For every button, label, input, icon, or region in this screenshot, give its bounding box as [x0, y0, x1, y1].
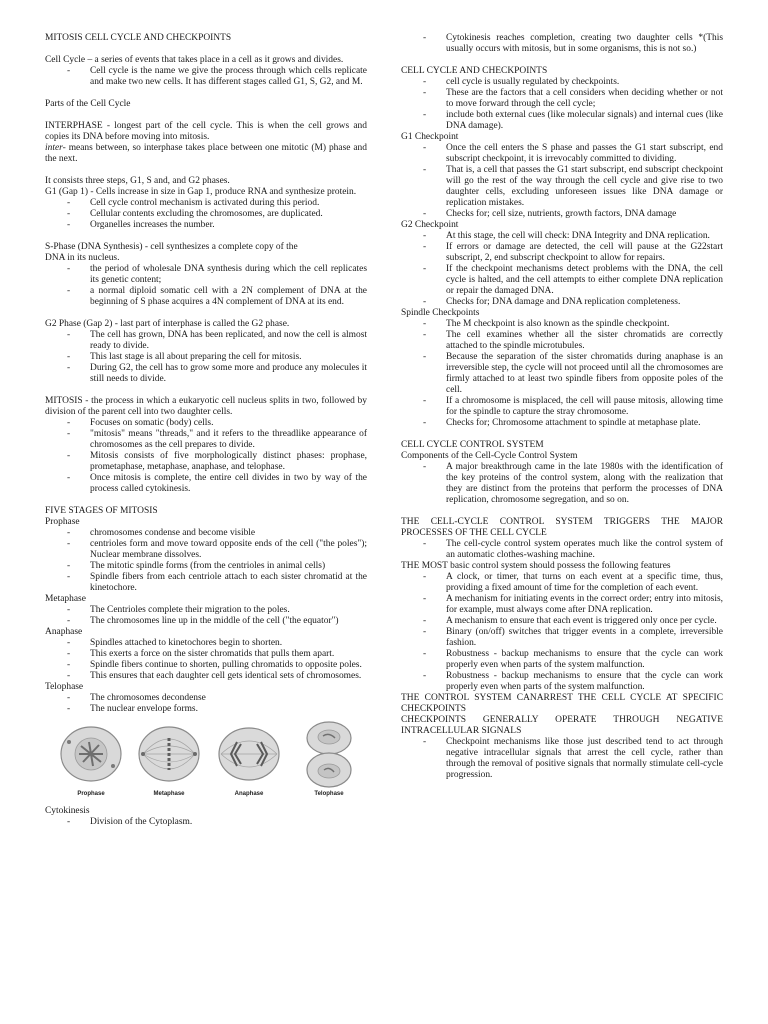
list-item: - Cytokinesis reaches completion, creating two daughter cells *(This usually occurs with mitosis, but in some organisms, this is not so.) — [401, 33, 723, 55]
cc-checkpoints-heading: CELL CYCLE AND CHECKPOINTS — [401, 66, 548, 76]
list-item: - A mechanism for initiating events in the correct order; entry into mitosis, for example, must always come after DNA replication. — [401, 594, 723, 616]
components-list — [401, 462, 723, 506]
s-phase-definition — [45, 242, 367, 264]
list-item: - Focuses on somatic (body) cells. — [45, 418, 367, 429]
list-item: - chromosomes condense and become visible — [45, 528, 367, 539]
list-item: - At this stage, the cell will check: DNA Integrity and DNA replication. — [401, 231, 723, 242]
s-phase-line2: DNA in its nucleus. — [45, 253, 120, 263]
list-item: - Checks for; Chromosome attachment to spindle at metaphase plate. — [401, 418, 723, 429]
list-item: - Checkpoint mechanisms like those just described tend to act through negative intracellular signals that arrest the cell cycle, rather than through the removal of positive signals that normally stimulate cell-cycle progression. — [401, 737, 723, 781]
five-stages-heading: FIVE STAGES OF MITOSIS — [45, 506, 158, 516]
mitosis-list — [45, 418, 367, 495]
left-column — [45, 33, 367, 828]
spindle-checkpoints-list — [401, 319, 723, 429]
metaphase-heading: Metaphase — [45, 594, 86, 604]
cytokinesis-heading: Cytokinesis — [45, 806, 90, 816]
list-item: - include both external cues (like molecular signals) and internal cues (like DNA damage). — [401, 110, 723, 132]
metaphase-figure-label: Metaphase — [153, 791, 185, 797]
g2-checkpoint-list — [401, 231, 723, 308]
s-phase-list — [45, 264, 367, 308]
list-item: - centrioles form and move toward opposite ends of the cell ("the poles"); Nuclear membrane dissolves. — [45, 539, 367, 561]
list-item: - Binary (on/off) switches that trigger events in a complete, irreversible fashion. — [401, 627, 723, 649]
list-item: - These are the factors that a cell considers when deciding whether or not to move forward through the cell cycle; — [401, 88, 723, 110]
list-item: - Cell cycle is the name we give the process through which cells replicate and make two new cells. It has different stages called G1, S, G2, and M. — [45, 66, 367, 88]
list-item: - The chromosomes line up in the middle of the cell ("the equator") — [45, 616, 367, 627]
metaphase-list — [45, 605, 367, 627]
cc-checkpoints-list — [401, 77, 723, 132]
mitosis-stages-figure — [59, 720, 359, 802]
list-item: - The cell has grown, DNA has been replicated, and now the cell is almost ready to divide. — [45, 330, 367, 352]
list-item: - A clock, or timer, that turns on each event at a specific time, thus, providing a fixed amount of time for the completion of each event. — [401, 572, 723, 594]
telophase-figure-label: Telophase — [314, 791, 344, 797]
list-item: - Cellular contents excluding the chromosomes, are duplicated. — [45, 209, 367, 220]
list-item: - The nuclear envelope forms. — [45, 704, 367, 715]
metaphase-diagram — [137, 720, 201, 802]
telophase-diagram — [297, 720, 361, 802]
g2-checkpoint-heading: G2 Checkpoint — [401, 220, 459, 230]
list-item: - If a chromosome is misplaced, the cell will pause mitosis, allowing time for the spindle to capture the stray chromosome. — [401, 396, 723, 418]
list-item: - Mitosis consists of five morphologically distinct phases: prophase, prometaphase, metaphase, anaphase, and telophase. — [45, 451, 367, 473]
telophase-heading: Telophase — [45, 682, 84, 692]
list-item: - Checks for; DNA damage and DNA replication completeness. — [401, 297, 723, 308]
anaphase-list — [45, 638, 367, 682]
prophase-list — [45, 528, 367, 594]
most-basic-text: THE MOST basic control system should possess the following features — [401, 561, 671, 571]
list-item: - "mitosis" means "threads," and it refers to the threadlike appearance of chromosomes as the cell prepares to divide. — [45, 429, 367, 451]
list-item: - If errors or damage are detected, the cell will pause at the G22start subscript, 2, end subscript checkpoint to allow for repairs. — [401, 242, 723, 264]
g1-checkpoint-heading: G1 Checkpoint — [401, 132, 459, 142]
prophase-diagram — [59, 720, 123, 802]
anaphase-figure-label: Anaphase — [234, 791, 264, 797]
s-phase-line1: S-Phase (DNA Synthesis) - cell synthesizes a complete copy of the — [45, 242, 298, 252]
triggers-heading: THE CELL-CYCLE CONTROL SYSTEM TRIGGERS THE MAJOR PROCESSES OF THE CELL CYCLE — [401, 517, 723, 538]
list-item: - Once mitosis is complete, the entire cell divides in two by way of the process called cytokinesis. — [45, 473, 367, 495]
list-item: - The cell-cycle control system operates much like the control system of an automatic clothes-washing machine. — [401, 539, 723, 561]
interphase-inter-paragraph — [45, 143, 367, 165]
list-item: - The cell examines whether all the sister chromatids are correctly attached to the spindle microtubules. — [401, 330, 723, 352]
list-item: - Robustness - backup mechanisms to ensure that the cycle can work properly even when parts of the system malfunction. — [401, 649, 723, 671]
g1-list — [45, 198, 367, 231]
three-steps-text: It consists three steps, G1, S and, and G2 phases. — [45, 176, 230, 186]
mitosis-definition: MITOSIS - the process in which a eukaryotic cell nucleus splits in two, followed by division of the parent cell into two daughter cells. — [45, 396, 367, 417]
anaphase-heading: Anaphase — [45, 627, 83, 637]
list-item: - The M checkpoint is also known as the spindle checkpoint. — [401, 319, 723, 330]
negative-signals-heading: CHECKPOINTS GENERALLY OPERATE THROUGH NEGATIVE INTRACELLULAR SIGNALS — [401, 715, 723, 736]
list-item: - The Centrioles complete their migration to the poles. — [45, 605, 367, 616]
features-list — [401, 572, 723, 693]
list-item: - During G2, the cell has to grow some more and produce any molecules it still needs to divide. — [45, 363, 367, 385]
components-heading: Components of the Cell-Cycle Control System — [401, 451, 578, 461]
telophase-list — [45, 693, 367, 715]
list-item: - Spindle fibers from each centriole attach to each sister chromatid at the kinetochore. — [45, 572, 367, 594]
list-item: - Spindle fibers continue to shorten, pulling chromatids to opposite poles. — [45, 660, 367, 671]
list-item: - The chromosomes decondense — [45, 693, 367, 704]
list-item: - This last stage is all about preparing the cell for mitosis. — [45, 352, 367, 363]
triggers-list — [401, 539, 723, 561]
right-column — [401, 33, 723, 781]
g2-list — [45, 330, 367, 385]
list-item: - Once the cell enters the S phase and passes the G1 start subscript, end subscript checkpoint, it is irrevocably committed to dividing. — [401, 143, 723, 165]
list-item: - That is, a cell that passes the G1 start subscript, end subscript checkpoint will go the rest of the way through the cell cycle and give rise to two daughter cells, excluding unforeseen issues like DNA damage or replication mistakes. — [401, 165, 723, 209]
prophase-figure-label: Prophase — [77, 791, 105, 797]
list-item: - This exerts a force on the sister chromatids that pulls them apart. — [45, 649, 367, 660]
list-item: - A mechanism to ensure that each event is triggered only once per cycle. — [401, 616, 723, 627]
list-item: - If the checkpoint mechanisms detect problems with the DNA, the cell cycle is halted, and the cell attempts to either complete DNA replication or repair the damaged DNA. — [401, 264, 723, 297]
cytokinesis-continued-list — [401, 33, 723, 55]
inter-word: inter- — [45, 143, 66, 153]
negative-signals-list — [401, 737, 723, 781]
list-item: - Organelles increases the number. — [45, 220, 367, 231]
g1-checkpoint-list — [401, 143, 723, 220]
interphase-paragraph: INTERPHASE - longest part of the cell cycle. This is when the cell grows and copies its DNA before moving into mitosis. — [45, 121, 367, 142]
list-item: - Checks for; cell size, nutrients, growth factors, DNA damage — [401, 209, 723, 220]
document-title: MITOSIS CELL CYCLE AND CHECKPOINTS — [45, 33, 232, 43]
cell-cycle-list — [45, 66, 367, 88]
list-item: - A major breakthrough came in the late 1980s with the identification of the key proteins of the control system, along with the realization that they are distinct from the proteins that perform the processes of DNA replication, chromosome segregation, and so on. — [401, 462, 723, 506]
list-item: - Spindles attached to kinetochores begin to shorten. — [45, 638, 367, 649]
control-system-heading: CELL CYCLE CONTROL SYSTEM — [401, 440, 544, 450]
list-item: - Cell cycle control mechanism is activated during this period. — [45, 198, 367, 209]
list-item: - Because the separation of the sister chromatids during anaphase is an irreversible step, the cycle will not proceed until all the chromosomes are firmly attached to at least two spindle fibers from opposite poles of the cell. — [401, 352, 723, 396]
prophase-heading: Prophase — [45, 517, 80, 527]
list-item: - the period of wholesale DNA synthesis during which the cell replicates its genetic content; — [45, 264, 367, 286]
list-item: - Division of the Cytoplasm. — [45, 817, 367, 828]
list-item: - Robustness - backup mechanisms to ensure that the cycle can work properly even when parts of the system malfunction. — [401, 671, 723, 693]
list-item: - a normal diploid somatic cell with a 2N complement of DNA at the beginning of S phase acquires a 4N complement of DNA at its end. — [45, 286, 367, 308]
can-arrest-heading: THE CONTROL SYSTEM CANARREST THE CELL CYCLE AT SPECIFIC CHECKPOINTS — [401, 693, 723, 714]
list-item: - cell cycle is usually regulated by checkpoints. — [401, 77, 723, 88]
list-item: - This ensures that each daughter cell gets identical sets of chromosomes. — [45, 671, 367, 682]
cytokinesis-list — [45, 817, 367, 828]
g2-definition: G2 Phase (Gap 2) - last part of interphase is called the G2 phase. — [45, 319, 290, 329]
g1-definition: G1 (Gap 1) - Cells increase in size in Gap 1, produce RNA and synthesize protein. — [45, 187, 357, 197]
list-item: - The mitotic spindle forms (from the centrioles in animal cells) — [45, 561, 367, 572]
parts-heading: Parts of the Cell Cycle — [45, 99, 131, 109]
cell-cycle-definition: Cell Cycle – a series of events that takes place in a cell as it grows and divides. — [45, 55, 344, 65]
spindle-checkpoints-heading: Spindle Checkpoints — [401, 308, 480, 318]
inter-text: means between, so interphase takes place between one mitotic (M) phase and the next. — [45, 143, 367, 164]
anaphase-diagram — [217, 720, 281, 802]
